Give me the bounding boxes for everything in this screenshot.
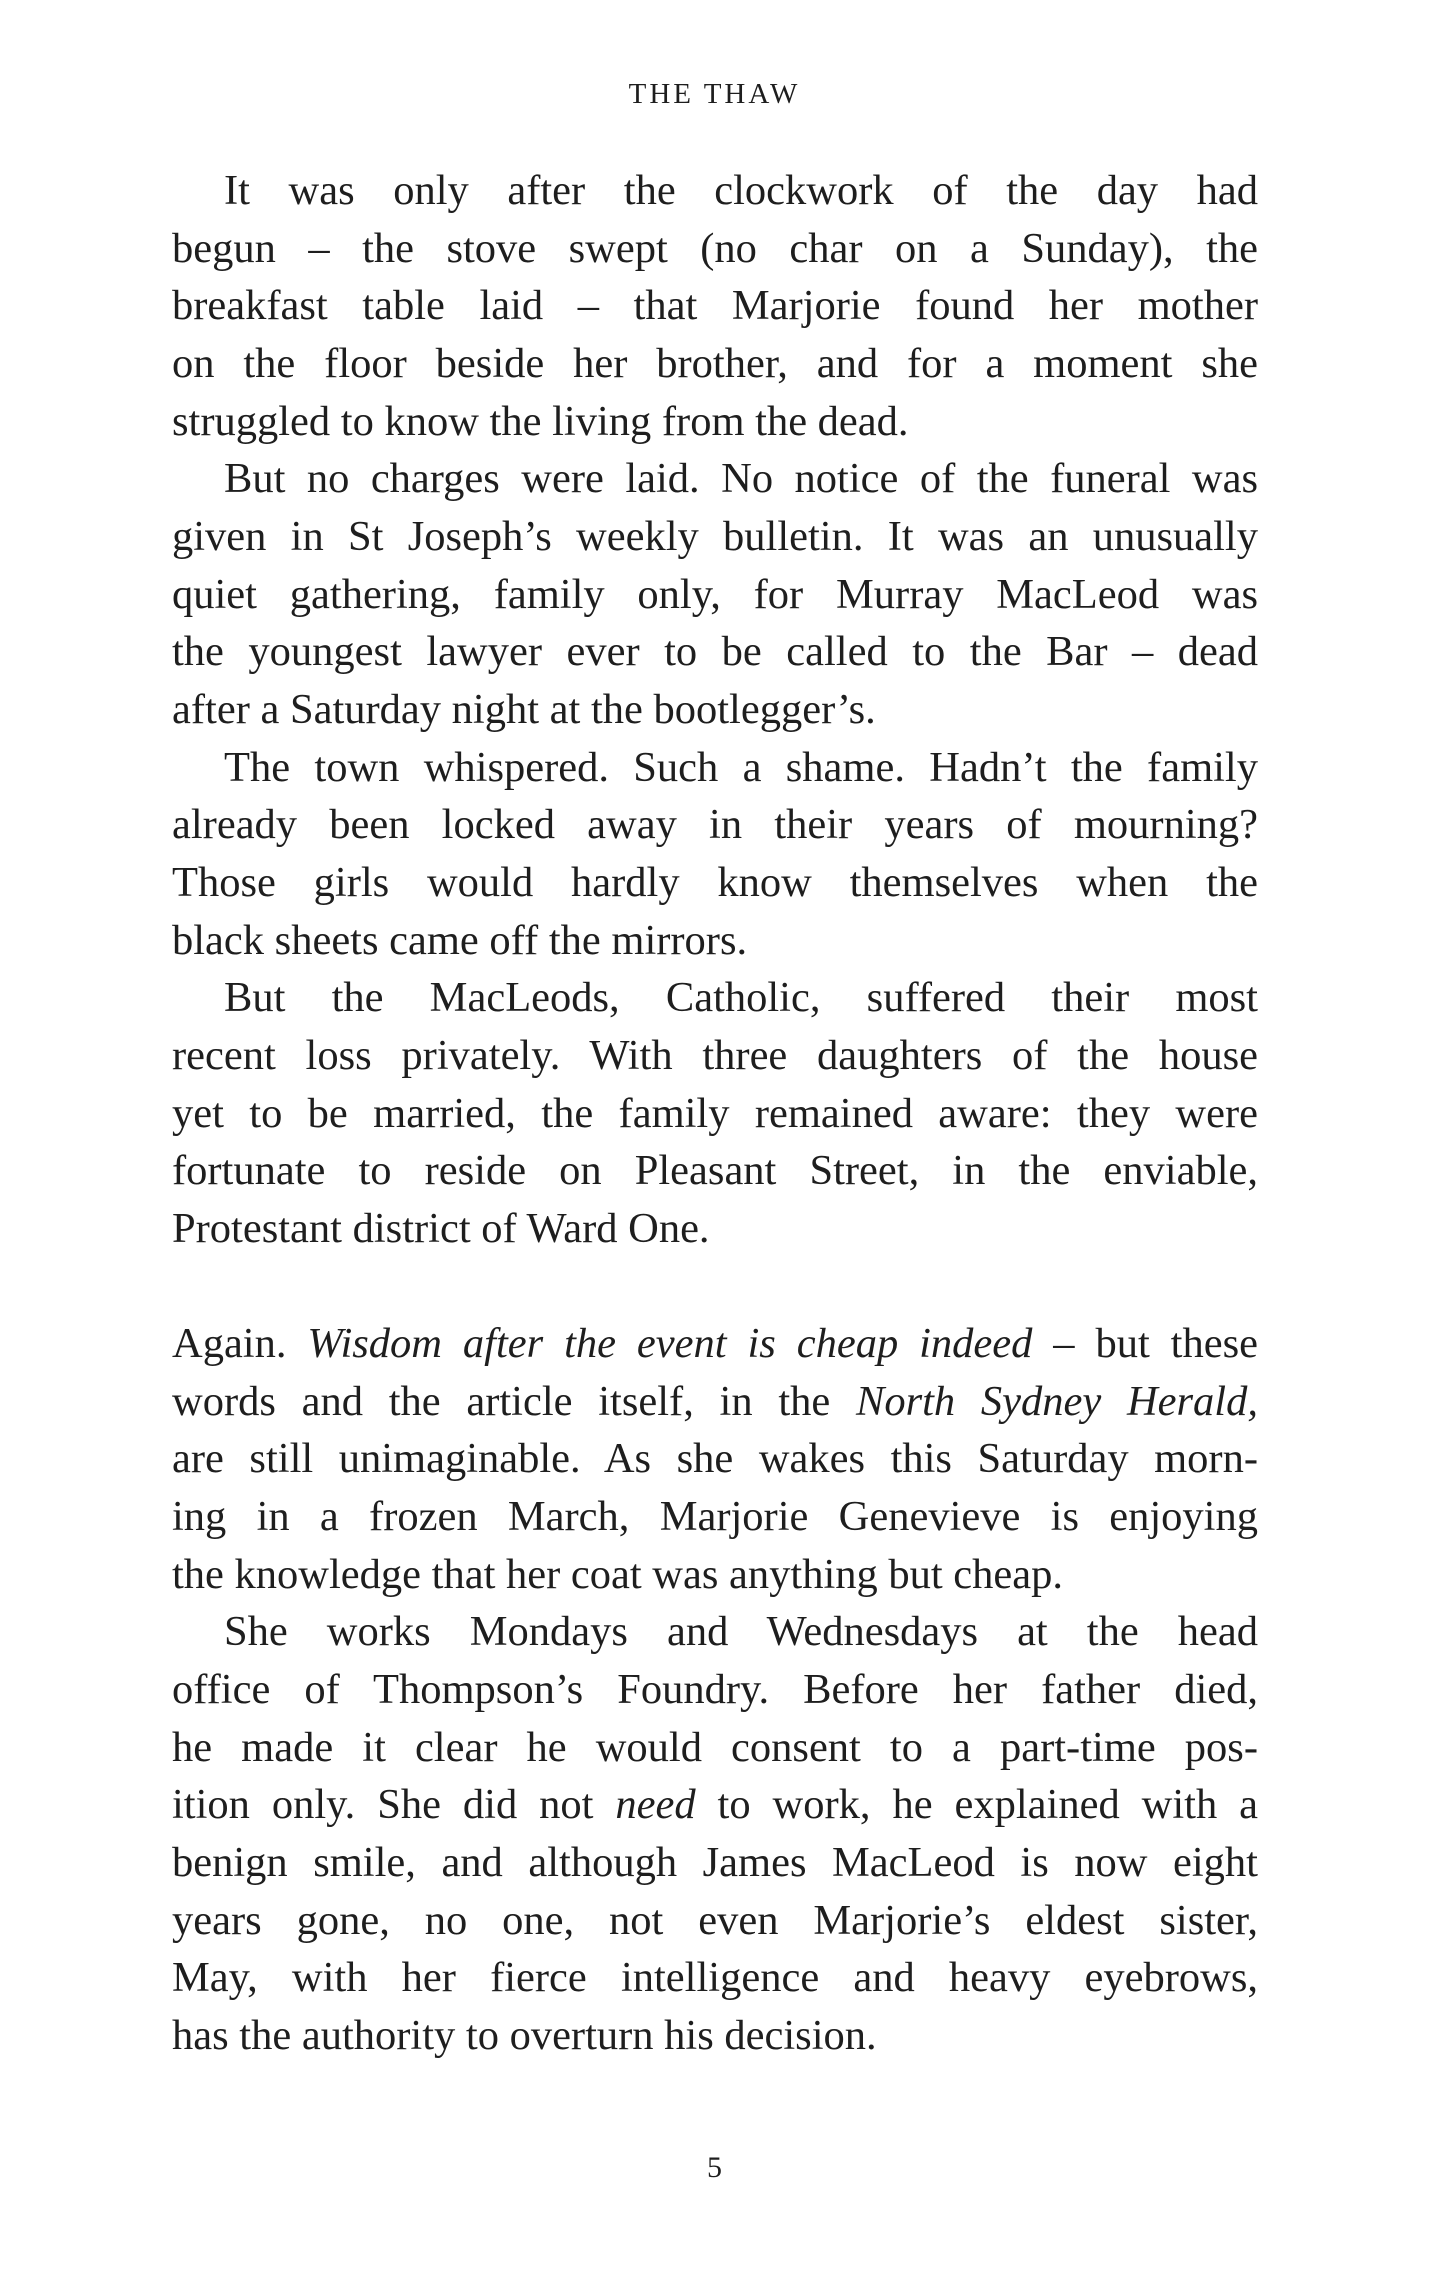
text-line: fortunate to reside on Pleasant Street, in the enviable, xyxy=(172,1147,1258,1195)
text-line: Those girls would hardly know themselves when the xyxy=(172,858,1258,906)
text-line: quiet gathering, family only, for Murray MacLeod was xyxy=(172,570,1258,618)
text-segment: to work, he explained with a xyxy=(695,1781,1258,1829)
text-line: May, with her fierce intelligence and heavy eyebrows, xyxy=(172,1954,1258,2002)
paragraph xyxy=(172,1315,1258,1603)
section-break xyxy=(172,1257,1258,1315)
body-text xyxy=(172,162,1258,2065)
text-line: The town whispered. Such a shame. Hadn’t the family xyxy=(224,743,1258,791)
text-line: has the authority to overturn his decision. xyxy=(172,2012,877,2059)
page-number: 5 xyxy=(707,2151,722,2184)
text-line: benign smile, and although James MacLeod is now eight xyxy=(172,1839,1258,1887)
italic-text: North Sydney Herald, xyxy=(855,1377,1258,1425)
text-segment: ition only. She did not xyxy=(172,1781,616,1829)
text-line: the knowledge that her coat was anything but cheap. xyxy=(172,1550,1064,1598)
text-line: It was only after the clockwork of the day had xyxy=(224,167,1258,214)
text-line: the youngest lawyer ever to be called to the Bar – dead xyxy=(172,628,1258,676)
text-line xyxy=(172,1776,1258,1834)
text-segment: – but these xyxy=(1032,1320,1258,1368)
text-line: office of Thompson’s Foundry. Before her father died, xyxy=(172,1666,1258,1714)
text-line: She works Mondays and Wednesdays at the head xyxy=(224,1608,1258,1656)
text-line: But the MacLeods, Catholic, suffered their most xyxy=(224,974,1258,1022)
text-line xyxy=(172,1315,1258,1373)
text-segment: words and the article itself, in the xyxy=(172,1377,856,1425)
running-header: THE THAW xyxy=(628,78,801,110)
text-line: begun – the stove swept (no char on a Sunday), the xyxy=(172,224,1258,272)
text-line: recent loss privately. With three daughters of the house xyxy=(172,1031,1258,1079)
paragraph xyxy=(172,450,1258,738)
paragraph xyxy=(172,969,1258,1257)
text-line: ing in a frozen March, Marjorie Genevieve is enjoying xyxy=(172,1493,1258,1541)
text-line: But no charges were laid. No notice of the funeral was xyxy=(224,455,1258,503)
text-line xyxy=(172,1373,1258,1431)
text-line: he made it clear he would consent to a part-time pos- xyxy=(172,1723,1258,1771)
text-line: given in St Joseph’s weekly bulletin. It was an unusually xyxy=(172,512,1258,560)
text-segment: Again. xyxy=(172,1320,308,1368)
text-line: are still unimaginable. As she wakes this Saturday morn- xyxy=(172,1435,1258,1483)
text-line: on the floor beside her brother, and for a moment she xyxy=(172,339,1258,387)
text-line: yet to be married, the family remained aware: they were xyxy=(172,1089,1258,1137)
text-line: Protestant district of Ward One. xyxy=(172,1204,710,1252)
text-line: already been locked away in their years of mourning? xyxy=(172,801,1258,849)
text-line: black sheets came off the mirrors. xyxy=(172,916,748,964)
paragraph xyxy=(172,1603,1258,2064)
text-line: years gone, no one, not even Marjorie’s eldest sister, xyxy=(172,1896,1258,1944)
paragraph xyxy=(172,739,1258,970)
text-line: breakfast table laid – that Marjorie found her mother xyxy=(172,282,1258,330)
text-line: after a Saturday night at the bootlegger’s. xyxy=(172,685,876,733)
paragraph xyxy=(172,162,1258,450)
italic-text: need xyxy=(615,1781,696,1829)
italic-text: Wisdom after the event is cheap indeed xyxy=(307,1320,1033,1368)
text-line: struggled to know the living from the dead. xyxy=(172,397,909,445)
